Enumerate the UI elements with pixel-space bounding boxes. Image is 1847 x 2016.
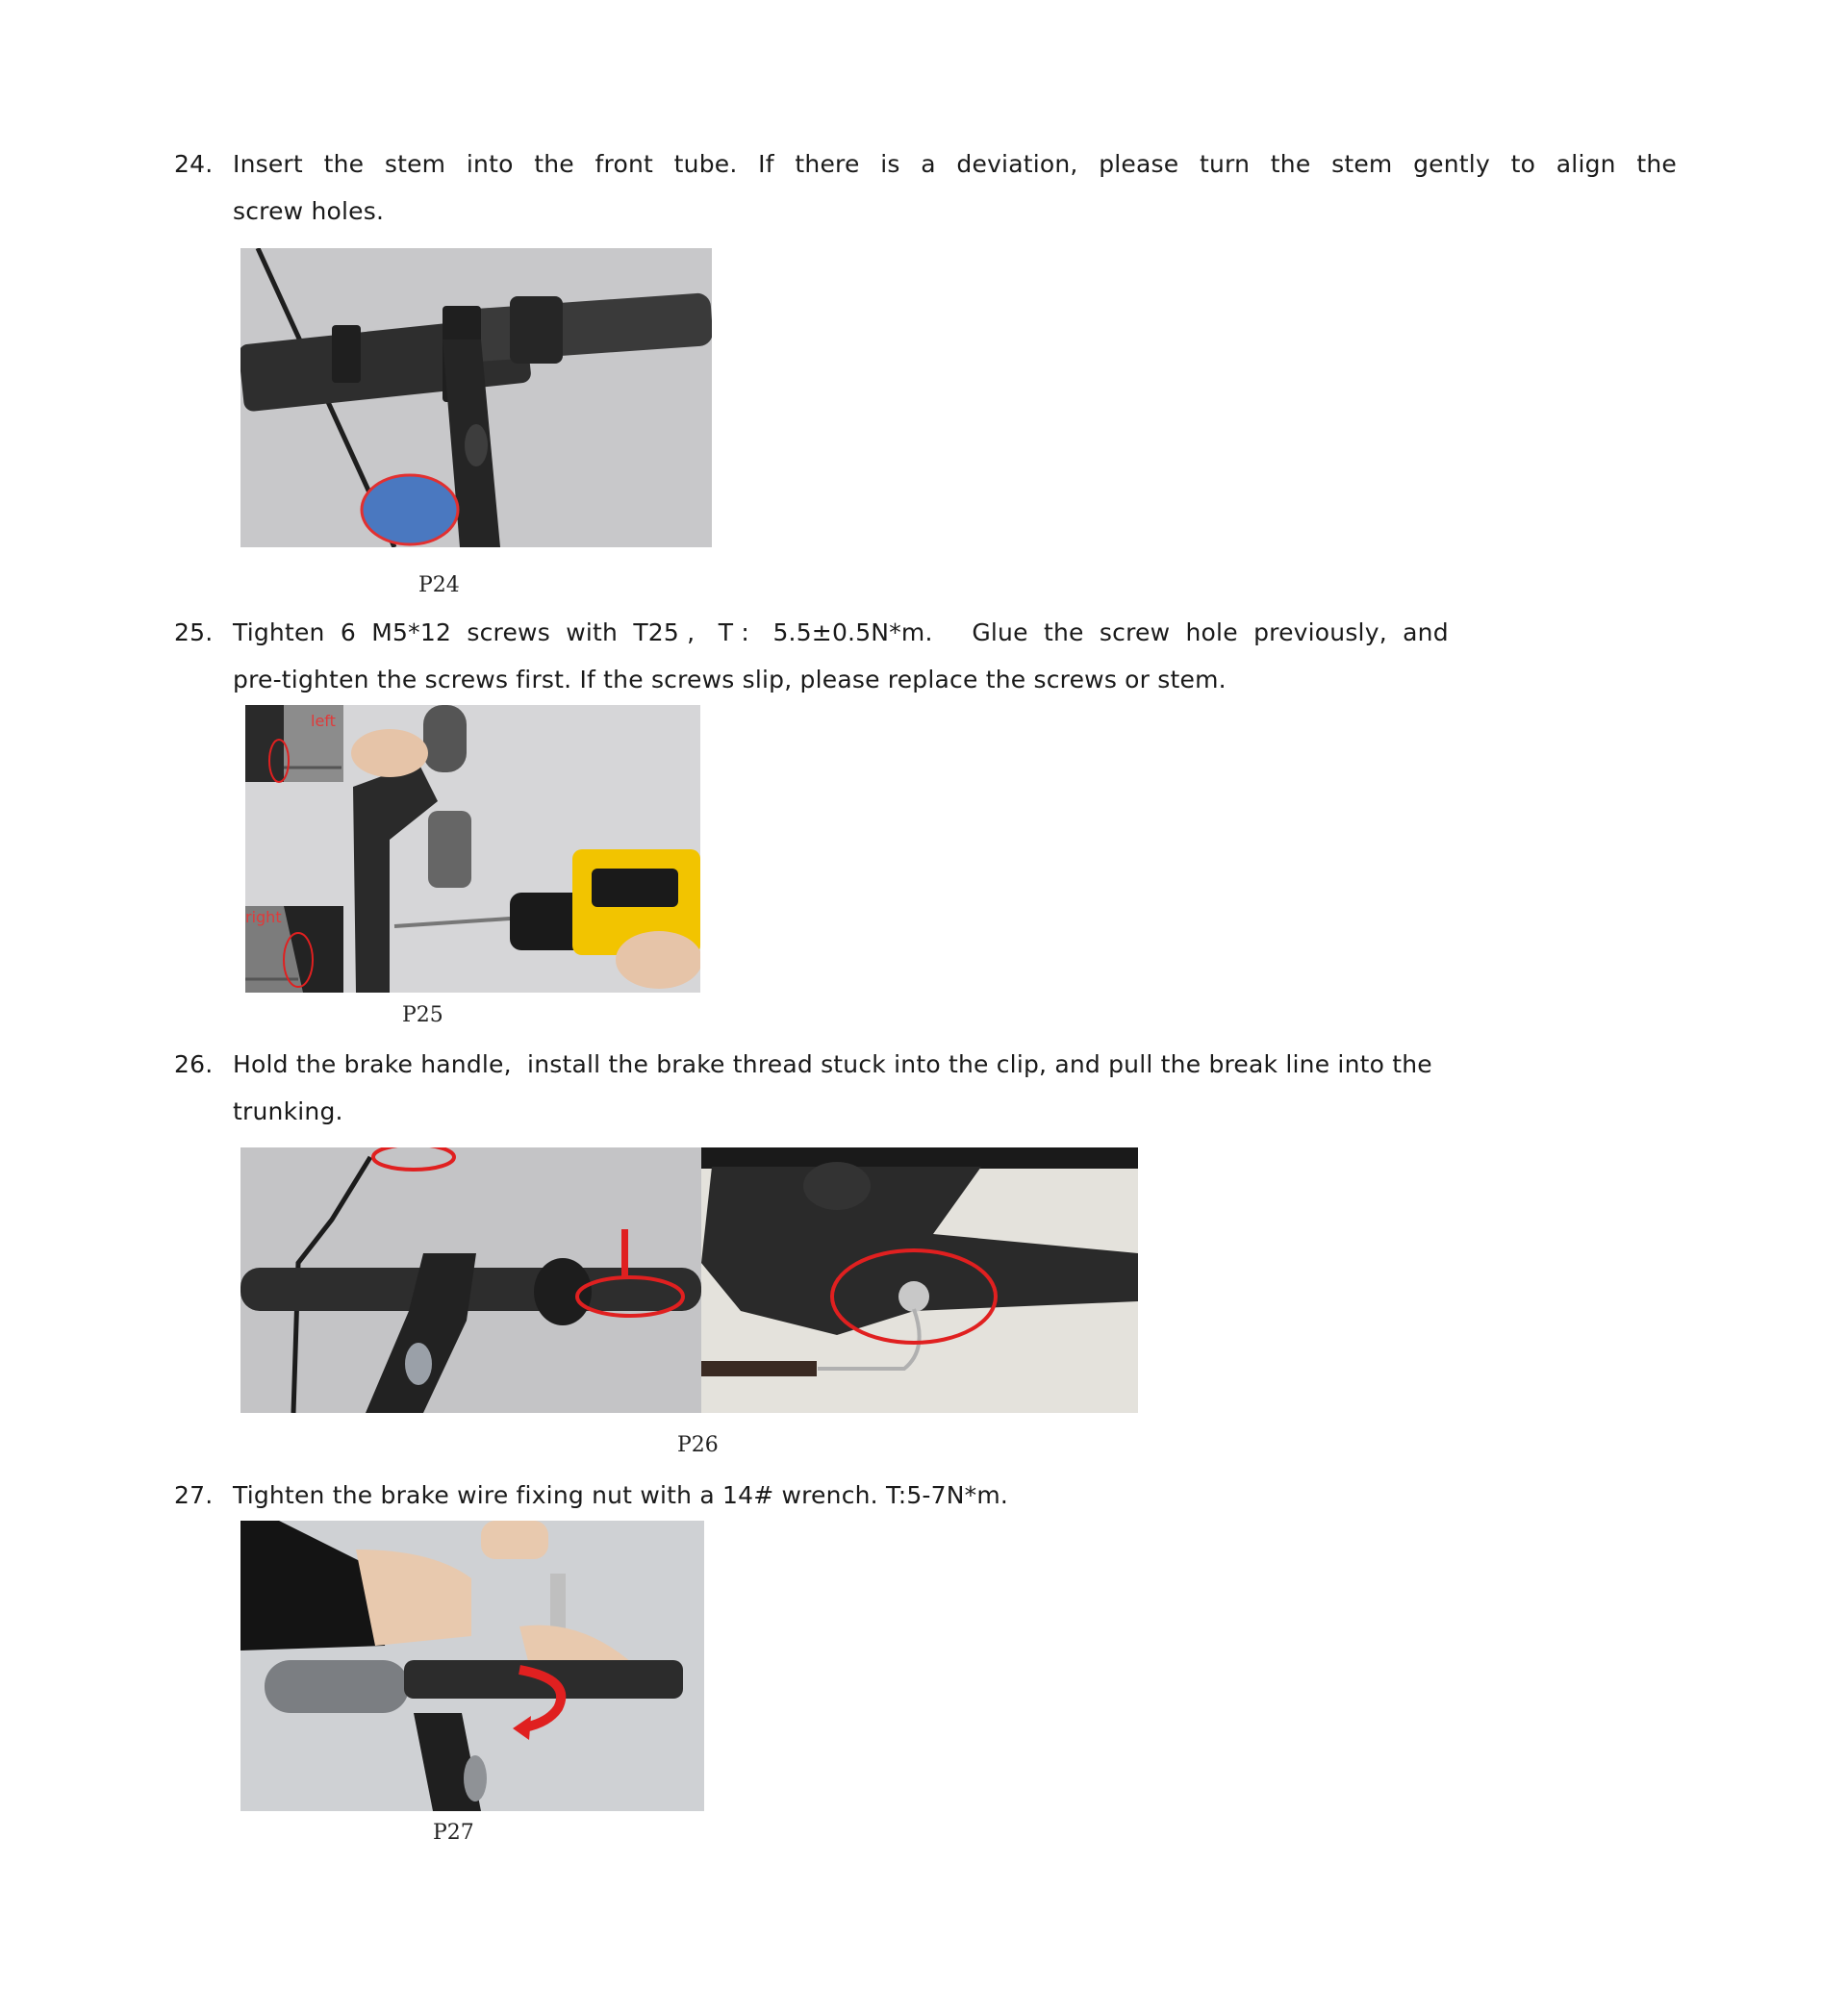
figure-caption: P25	[402, 1003, 443, 1027]
figure-p25	[245, 705, 700, 993]
figure-caption: P24	[418, 573, 460, 597]
step-line: trunking.	[233, 1097, 343, 1125]
step-number: 25.	[174, 618, 214, 646]
step-line: screw holes.	[233, 197, 385, 225]
brake-clip-photo-image	[240, 1147, 1138, 1413]
step-line: pre-tighten the screws first. If the screws slip, please replace the screws or stem.	[233, 666, 1227, 693]
step-number: 27.	[174, 1481, 214, 1509]
figure-p24	[240, 248, 712, 547]
inset-label-right: right	[245, 908, 282, 926]
step-text	[233, 140, 1677, 235]
step-number: 24.	[174, 150, 214, 178]
inset-right-image	[245, 906, 343, 993]
figure-caption: P26	[677, 1433, 719, 1457]
step-text	[233, 1472, 1677, 1519]
step-text	[233, 1041, 1677, 1135]
wrench-photo-image	[240, 1521, 704, 1811]
step-line: Insert the stem into the front tube. If there is a deviation, please turn the stem gently to align the	[233, 150, 1677, 178]
inset-left-image	[245, 705, 343, 782]
drill-photo-image	[245, 705, 700, 993]
inset-label-left: left	[311, 712, 336, 730]
stem-photo-image	[240, 248, 712, 547]
figure-caption: P27	[433, 1821, 474, 1845]
figure-p27	[240, 1521, 704, 1811]
figure-p26	[240, 1147, 1138, 1413]
step-number: 26.	[174, 1050, 214, 1078]
step-text	[233, 609, 1677, 703]
step-line: Hold the brake handle, install the brake thread stuck into the clip, and pull the break line into the	[233, 1050, 1432, 1078]
step-line: Tighten the brake wire fixing nut with a 14# wrench. T:5-7N*m.	[233, 1481, 1009, 1509]
step-line: Tighten 6 M5*12 screws with T25 , T : 5.5±0.5N*m. Glue the screw hole previously, and	[233, 618, 1449, 646]
